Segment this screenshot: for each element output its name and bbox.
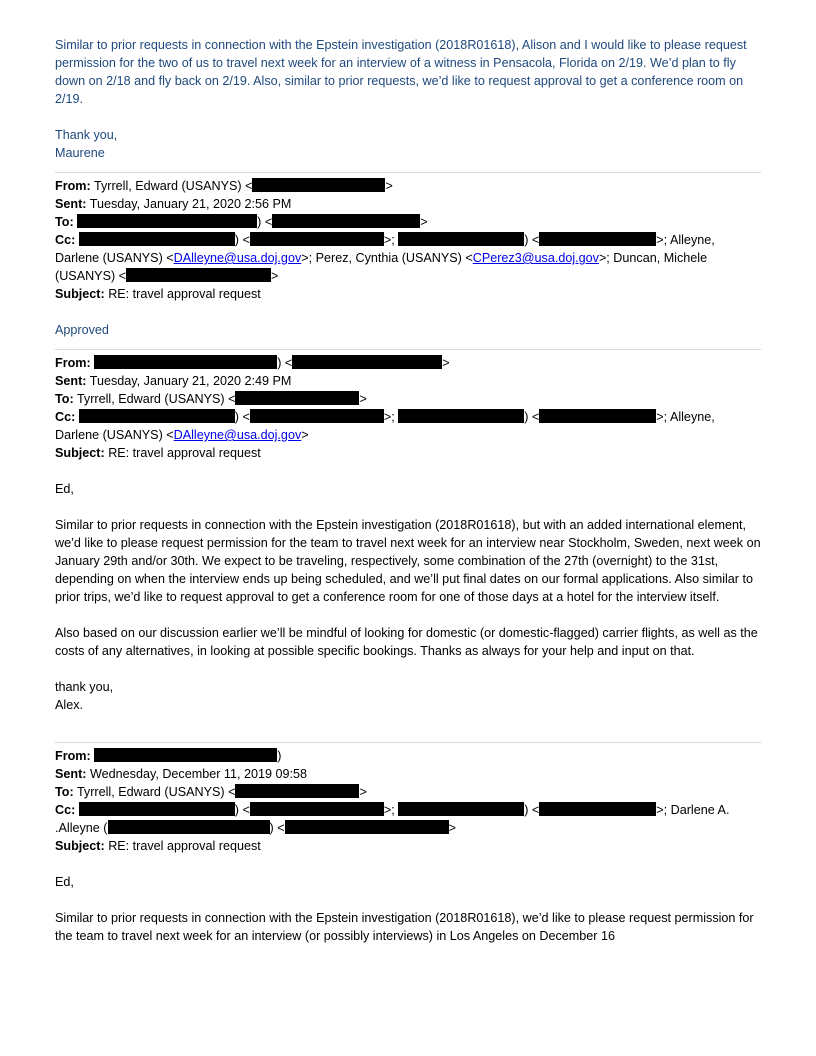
from-label: From: <box>55 749 91 763</box>
email3-cc <box>55 801 761 837</box>
email1-sent <box>55 195 761 213</box>
from-label: From: <box>55 179 91 193</box>
subject-label: Subject: <box>55 287 105 301</box>
redaction <box>292 355 442 369</box>
from-end: ) <box>277 749 282 763</box>
email1-subject <box>55 285 761 303</box>
email-document <box>55 36 761 945</box>
redaction <box>539 409 656 423</box>
from-label: From: <box>55 356 91 370</box>
redaction <box>252 178 385 192</box>
from-value: Tyrrell, Edward (USANYS) < <box>93 179 253 193</box>
sent-label: Sent: <box>55 374 87 388</box>
separator-3 <box>55 742 761 743</box>
to-mid: ) < <box>257 215 273 229</box>
email2-thanks: thank you, <box>55 680 114 694</box>
intro-body: Similar to prior requests in connection with the Epstein investigation (2018R01618), Alison and I would like to please request permission for the two of us to travel next week for an interview of a witness in Pensacola, Florida on 2/19. We’d plan to fly down on 2/18 and fly back on 2/19. Also, similar to prior requests, we’d like to request approval to get a conference room on 2/19. <box>55 38 747 106</box>
redaction <box>235 784 359 798</box>
redaction <box>539 802 656 816</box>
cc-label: Cc: <box>55 803 76 817</box>
subject-label: Subject: <box>55 839 105 853</box>
redaction <box>126 268 271 282</box>
cc-text: ) < <box>524 410 540 424</box>
cc-text: >; <box>383 233 399 247</box>
cc-text: >; <box>383 803 399 817</box>
email2-subject <box>55 444 761 462</box>
redaction <box>108 820 270 834</box>
to-label: To: <box>55 392 74 406</box>
redaction <box>285 820 449 834</box>
sent-label: Sent: <box>55 767 87 781</box>
redaction <box>250 802 384 816</box>
to-value: Tyrrell, Edward (USANYS) < <box>76 392 236 406</box>
subject-value: RE: travel approval request <box>108 446 261 460</box>
redaction <box>398 232 524 246</box>
cc-end: > <box>301 428 309 442</box>
email-link-cperez3[interactable]: CPerez3@usa.doj.gov <box>472 251 599 265</box>
redaction <box>79 232 235 246</box>
subject-value: RE: travel approval request <box>108 839 261 853</box>
email2-paragraph-2: Also based on our discussion earlier we’ll be mindful of looking for domestic (or domestic-flagged) carrier flights, as well as the costs of any alternatives, in looking at possible specific bookings. Thanks as always for your help and input on that. <box>55 626 758 658</box>
cc-text: >; Perez, Cynthia (USANYS) < <box>301 251 473 265</box>
email3-sent <box>55 765 761 783</box>
email1-header <box>55 177 761 303</box>
cc-label: Cc: <box>55 410 76 424</box>
email3-paragraph-1: Similar to prior requests in connection with the Epstein investigation (2018R01618), we’d like to please request permission for the team to travel next week for an interview (or possibly interviews) in Los Angeles on December 16 <box>55 911 754 943</box>
subject-label: Subject: <box>55 446 105 460</box>
sent-value: Tuesday, January 21, 2020 2:56 PM <box>89 197 292 211</box>
to-end: > <box>359 392 367 406</box>
from-end: > <box>385 179 393 193</box>
cc-text: >; Alleyne, Darlene (USANYS) < <box>55 410 715 442</box>
redaction <box>250 409 384 423</box>
email1-from <box>55 177 761 195</box>
redaction <box>272 214 420 228</box>
redaction <box>77 214 257 228</box>
to-value: Tyrrell, Edward (USANYS) < <box>76 785 236 799</box>
email2-to <box>55 390 761 408</box>
email-link-dalleyne[interactable]: DAlleyne@usa.doj.gov <box>173 428 302 442</box>
sent-value: Wednesday, December 11, 2019 09:58 <box>89 767 308 781</box>
email3-greeting: Ed, <box>55 875 74 889</box>
to-end: > <box>420 215 428 229</box>
email3-subject <box>55 837 761 855</box>
sent-value: Tuesday, January 21, 2020 2:49 PM <box>89 374 292 388</box>
redaction <box>539 232 656 246</box>
to-end: > <box>359 785 367 799</box>
redaction <box>398 409 524 423</box>
cc-text: ) < <box>269 821 285 835</box>
cc-label: Cc: <box>55 233 76 247</box>
redaction <box>79 409 235 423</box>
email1-to <box>55 213 761 231</box>
email2-header <box>55 354 761 462</box>
cc-end: > <box>271 269 279 283</box>
separator-1 <box>55 172 761 173</box>
intro-thanks: Thank you, <box>55 128 118 142</box>
cc-text: ) < <box>234 803 250 817</box>
cc-text: >; Darlene A. .Alleyne ( <box>55 803 730 835</box>
intro-signature: Maurene <box>55 146 105 160</box>
cc-text: ) < <box>234 410 250 424</box>
cc-text: ) < <box>524 233 540 247</box>
redaction <box>94 748 277 762</box>
cc-text: >; <box>383 410 399 424</box>
redaction <box>79 802 235 816</box>
cc-text: >; Duncan, Michele (USANYS) < <box>55 251 708 283</box>
redaction <box>250 232 384 246</box>
email2-greeting: Ed, <box>55 482 74 496</box>
cc-end: > <box>448 821 456 835</box>
email2-from <box>55 354 761 372</box>
to-label: To: <box>55 785 74 799</box>
subject-value: RE: travel approval request <box>108 287 261 301</box>
from-end: > <box>442 356 450 370</box>
email-link-dalleyne[interactable]: DAlleyne@usa.doj.gov <box>173 251 302 265</box>
email2-paragraph-1: Similar to prior requests in connection with the Epstein investigation (2018R01618), but with an added international element, we’d like to please request permission for the team to travel next week for an interview near Stockholm, Sweden, next week on January 29th and/or 30th. We expect to be traveling, respectively, some combination of the 27th (overnight) to the 31st, depending on when the interview ends up being scheduled, and we’ll put final dates on our formal applications. Also similar to prior trips, we’d like to request approval to get a conference room for one of those days at a hotel for the interview itself. <box>55 518 761 604</box>
email3-to <box>55 783 761 801</box>
cc-text: ) < <box>524 803 540 817</box>
email2-sent <box>55 372 761 390</box>
email2-signature: Alex. <box>55 698 83 712</box>
redaction <box>235 391 359 405</box>
email3-from <box>55 747 761 765</box>
redaction <box>398 802 524 816</box>
from-mid: ) < <box>277 356 293 370</box>
email1-reply: Approved <box>55 323 109 337</box>
intro-message <box>55 36 761 162</box>
redaction <box>94 355 277 369</box>
email2-cc <box>55 408 761 444</box>
email3-header <box>55 747 761 855</box>
separator-2 <box>55 349 761 350</box>
to-label: To: <box>55 215 74 229</box>
cc-text: >; Alleyne, Darlene (USANYS) < <box>55 233 715 265</box>
sent-label: Sent: <box>55 197 87 211</box>
cc-text: ) < <box>234 233 250 247</box>
email1-cc <box>55 231 761 285</box>
